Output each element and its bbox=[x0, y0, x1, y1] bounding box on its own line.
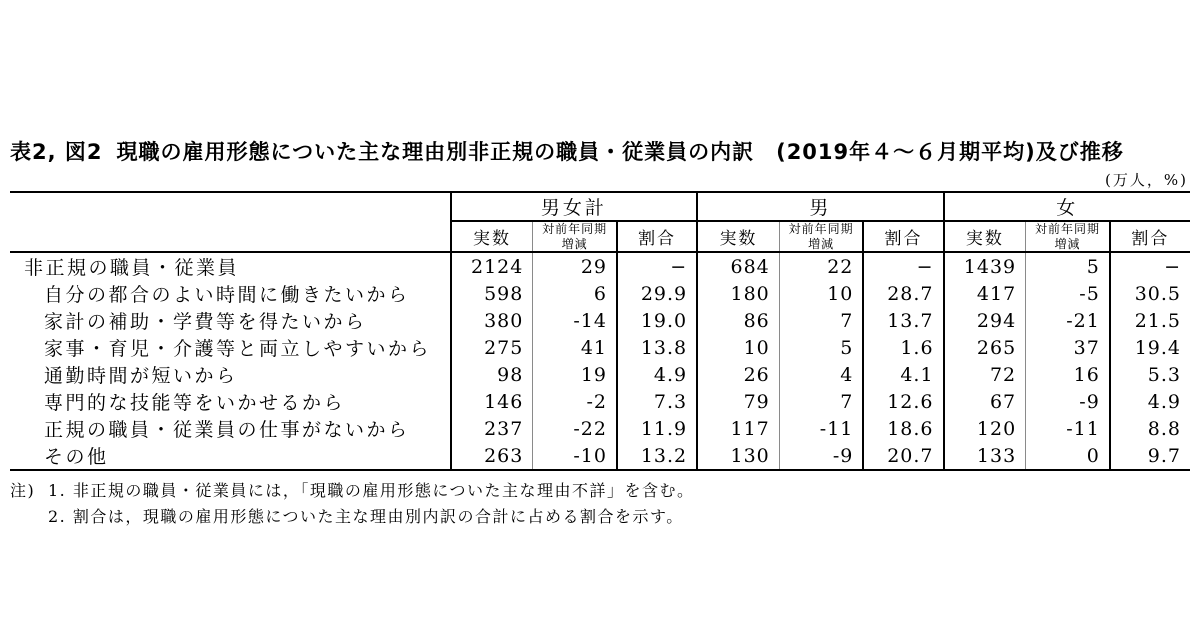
row-label: 家計の補助・学費等を得たいから bbox=[44, 311, 367, 333]
yoy-change-cell: 10 bbox=[779, 280, 863, 307]
ratio-cell: − bbox=[617, 252, 697, 280]
ratio-cell: − bbox=[863, 252, 943, 280]
actual-cell: 1439 bbox=[944, 252, 1026, 280]
col-header-yoy-line1: 対前年同期 bbox=[542, 222, 608, 237]
actual-cell: 598 bbox=[451, 280, 533, 307]
yoy-change-cell: 22 bbox=[779, 252, 863, 280]
footnote-prefix: 注) bbox=[10, 481, 36, 500]
title-main: 現職の雇用形態についた主な理由別非正規の職員・従業員の内訳 (2019年４～６月期平均)及び推移 bbox=[116, 140, 1124, 164]
ratio-cell: 4.1 bbox=[863, 361, 943, 388]
yoy-change-cell: -9 bbox=[1026, 388, 1110, 415]
actual-cell: 146 bbox=[451, 388, 533, 415]
actual-cell: 133 bbox=[944, 442, 1026, 470]
actual-cell: 10 bbox=[697, 334, 779, 361]
col-header-ratio-total: 割合 bbox=[617, 221, 697, 252]
actual-cell: 86 bbox=[697, 307, 779, 334]
yoy-change-cell: -21 bbox=[1026, 307, 1110, 334]
actual-cell: 180 bbox=[697, 280, 779, 307]
row-label: 家事・育児・介護等と両立しやすいから bbox=[44, 338, 432, 360]
ratio-cell: 13.8 bbox=[617, 334, 697, 361]
ratio-cell: 9.7 bbox=[1110, 442, 1190, 470]
actual-cell: 380 bbox=[451, 307, 533, 334]
yoy-change-cell: -2 bbox=[533, 388, 617, 415]
ratio-cell: 7.3 bbox=[617, 388, 697, 415]
actual-cell: 237 bbox=[451, 415, 533, 442]
yoy-change-cell: 16 bbox=[1026, 361, 1110, 388]
actual-cell: 417 bbox=[944, 280, 1026, 307]
ratio-cell: 21.5 bbox=[1110, 307, 1190, 334]
actual-cell: 684 bbox=[697, 252, 779, 280]
ratio-cell: 1.6 bbox=[863, 334, 943, 361]
table-row bbox=[10, 307, 1190, 334]
actual-cell: 130 bbox=[697, 442, 779, 470]
group-header-female: 女 bbox=[944, 192, 1190, 221]
table-row bbox=[10, 334, 1190, 361]
yoy-change-cell: -5 bbox=[1026, 280, 1110, 307]
row-label: 自分の都合のよい時間に働きたいから bbox=[44, 284, 410, 306]
statistics-table bbox=[10, 191, 1190, 471]
actual-cell: 26 bbox=[697, 361, 779, 388]
footnotes bbox=[10, 478, 1190, 530]
actual-cell: 263 bbox=[451, 442, 533, 470]
group-header-row bbox=[10, 192, 1190, 221]
yoy-change-cell: 7 bbox=[779, 307, 863, 334]
yoy-change-cell: 0 bbox=[1026, 442, 1110, 470]
ratio-cell: 5.3 bbox=[1110, 361, 1190, 388]
ratio-cell: 12.6 bbox=[863, 388, 943, 415]
ratio-cell: 30.5 bbox=[1110, 280, 1190, 307]
yoy-change-cell: 19 bbox=[533, 361, 617, 388]
col-header-yoy-female bbox=[1026, 221, 1110, 252]
row-label: 非正規の職員・従業員 bbox=[24, 257, 240, 279]
row-label: 専門的な技能等をいかせるから bbox=[44, 392, 346, 414]
ratio-cell: 20.7 bbox=[863, 442, 943, 470]
yoy-change-cell: -10 bbox=[533, 442, 617, 470]
title-prefix: 表2, 図2 bbox=[10, 140, 103, 164]
actual-cell: 98 bbox=[451, 361, 533, 388]
ratio-cell: 4.9 bbox=[1110, 388, 1190, 415]
actual-cell: 2124 bbox=[451, 252, 533, 280]
col-header-ratio-female: 割合 bbox=[1110, 221, 1190, 252]
ratio-cell: 29.9 bbox=[617, 280, 697, 307]
group-header-male: 男 bbox=[697, 192, 943, 221]
actual-cell: 294 bbox=[944, 307, 1026, 334]
ratio-cell: 11.9 bbox=[617, 415, 697, 442]
col-header-yoy-total bbox=[533, 221, 617, 252]
yoy-change-cell: 4 bbox=[779, 361, 863, 388]
yoy-change-cell: 5 bbox=[779, 334, 863, 361]
yoy-change-cell: -9 bbox=[779, 442, 863, 470]
actual-cell: 117 bbox=[697, 415, 779, 442]
table-row bbox=[10, 388, 1190, 415]
actual-cell: 67 bbox=[944, 388, 1026, 415]
footnote-item: 2. 割合は，現職の雇用形態についた主な理由別内訳の合計に占める割合を示す。 bbox=[48, 507, 684, 526]
yoy-change-cell: 37 bbox=[1026, 334, 1110, 361]
actual-cell: 265 bbox=[944, 334, 1026, 361]
table-row bbox=[10, 252, 1190, 280]
col-header-ratio-male: 割合 bbox=[863, 221, 943, 252]
row-label: 通勤時間が短いから bbox=[44, 365, 238, 387]
page-title bbox=[10, 136, 1190, 166]
col-header-yoy-line2: 増減 bbox=[1054, 236, 1081, 251]
yoy-change-cell: 5 bbox=[1026, 252, 1110, 280]
actual-cell: 79 bbox=[697, 388, 779, 415]
yoy-change-cell: -11 bbox=[1026, 415, 1110, 442]
col-header-yoy-line1: 対前年同期 bbox=[1034, 222, 1100, 237]
ratio-cell: 19.0 bbox=[617, 307, 697, 334]
yoy-change-cell: -14 bbox=[533, 307, 617, 334]
unit-note: (万人，%) bbox=[1105, 171, 1188, 189]
col-header-yoy-line2: 増減 bbox=[561, 236, 588, 251]
ratio-cell: 13.7 bbox=[863, 307, 943, 334]
table-row bbox=[10, 361, 1190, 388]
yoy-change-cell: 7 bbox=[779, 388, 863, 415]
row-label-header bbox=[10, 192, 451, 252]
col-header-actual-male: 実数 bbox=[697, 221, 779, 252]
table-row bbox=[10, 280, 1190, 307]
group-header-total: 男女計 bbox=[451, 192, 697, 221]
table-row bbox=[10, 442, 1190, 470]
footnote-item: 1. 非正規の職員・従業員には，「現職の雇用形態についた主な理由不詳」を含む。 bbox=[48, 481, 695, 500]
footnote-list bbox=[48, 478, 695, 530]
actual-cell: 72 bbox=[944, 361, 1026, 388]
ratio-cell: 8.8 bbox=[1110, 415, 1190, 442]
row-label: その他 bbox=[44, 446, 109, 468]
col-header-yoy-line2: 増減 bbox=[808, 236, 835, 251]
yoy-change-cell: -22 bbox=[533, 415, 617, 442]
ratio-cell: 13.2 bbox=[617, 442, 697, 470]
yoy-change-cell: -11 bbox=[779, 415, 863, 442]
ratio-cell: 18.6 bbox=[863, 415, 943, 442]
ratio-cell: − bbox=[1110, 252, 1190, 280]
col-header-yoy-male bbox=[779, 221, 863, 252]
col-header-actual-total: 実数 bbox=[451, 221, 533, 252]
actual-cell: 120 bbox=[944, 415, 1026, 442]
ratio-cell: 28.7 bbox=[863, 280, 943, 307]
actual-cell: 275 bbox=[451, 334, 533, 361]
ratio-cell: 19.4 bbox=[1110, 334, 1190, 361]
col-header-yoy-line1: 対前年同期 bbox=[788, 222, 854, 237]
yoy-change-cell: 41 bbox=[533, 334, 617, 361]
yoy-change-cell: 29 bbox=[533, 252, 617, 280]
row-label: 正規の職員・従業員の仕事がないから bbox=[44, 419, 410, 441]
col-header-actual-female: 実数 bbox=[944, 221, 1026, 252]
table-row bbox=[10, 415, 1190, 442]
ratio-cell: 4.9 bbox=[617, 361, 697, 388]
table-body bbox=[10, 252, 1190, 470]
yoy-change-cell: 6 bbox=[533, 280, 617, 307]
